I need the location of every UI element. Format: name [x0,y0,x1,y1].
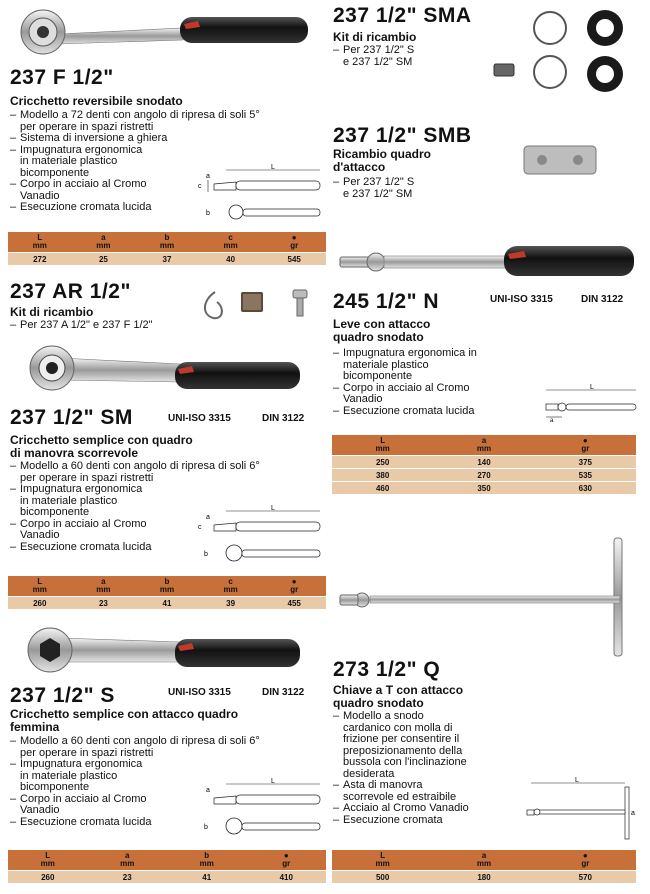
product-code-237smb: 237 1/2" SMB [333,124,472,147]
weight-icon: ● [291,577,297,586]
col-c: c mm [199,576,263,597]
table-row: 500 180 570 [332,871,636,884]
norm-uni-iso-237s: UNI-ISO 3315 [168,687,231,698]
ratchet-237s-image [20,622,310,678]
list-item: – Modello a 60 denti con angolo di ripresa di soli 6° per operare in spazi ristretti [10,461,330,484]
table-row: 260 23 41 410 [8,871,326,884]
norm-din-237sm: DIN 3122 [262,413,305,424]
list-item: – Corpo in acciaio al Cromo Vanadio [10,179,330,202]
bullet-list-273 [333,711,533,826]
product-subtitle-237sma: Kit di ricambio [333,30,417,44]
product-code-237sma: 237 1/2" SMA [333,4,472,27]
col-L: L mm [8,576,72,597]
product-code-237sm: 237 1/2" SM [10,406,133,429]
norm-din-237s: DIN 3122 [262,687,305,698]
table-row: 380 270 535 [332,469,636,482]
list-item: – Per 237 1/2" S e 237 1/2" SM [333,177,483,200]
list-item: – Corpo in acciaio al Cromo Vanadio [10,794,330,817]
svg-text:b: b [206,210,210,217]
ratchet-237f-image [8,4,318,64]
svg-text:a: a [631,810,635,817]
svg-text:L: L [271,505,275,512]
table-row: 272 25 37 40 545 [8,253,326,266]
list-item: – Impugnatura ergonomica in materiale plastico bicomponente [10,484,330,519]
product-code-237ar: 237 AR 1/2" [10,280,131,303]
svg-text:a: a [206,514,210,521]
list-item: – Modello a 72 denti con angolo di ripresa di soli 5° per operare in spazi ristretti [10,110,330,133]
list-item: – Sistema di inversione a ghiera [10,133,330,145]
norm-din-245: DIN 3122 [581,294,624,305]
svg-text:a: a [206,173,210,180]
product-code-273: 273 1/2" Q [333,658,441,681]
weight-icon: ● [291,233,297,242]
spare-part-237smb-image [518,140,602,180]
lever-245-image [334,240,638,286]
product-subtitle-237s: Cricchetto semplice con attacco quadro femmina [10,707,239,734]
norm-uni-iso-245: UNI-ISO 3315 [490,294,553,305]
list-item: – Esecuzione cromata [333,815,533,827]
product-code-237s: 237 1/2" S [10,684,115,707]
svg-text:L: L [575,777,579,784]
table-row: 250 140 375 [332,456,636,469]
col-L: L mm [332,850,433,871]
product-subtitle-237sm: Cricchetto semplice con quadro di manovra scorrevole [10,433,193,460]
weight-icon: ● [283,851,289,860]
list-item: – Per 237 1/2" S e 237 1/2" SM [333,45,483,68]
svg-text:a: a [550,418,554,422]
list-item: – Esecuzione cromata lucida [333,406,633,418]
product-code-245: 245 1/2" N [333,290,440,313]
svg-text:b: b [204,824,208,831]
col-L: L mm [8,850,88,871]
list-item: – Acciaio al Cromo Vanadio [333,803,533,815]
svg-text:c: c [198,524,202,531]
col-a: a mm [72,576,136,597]
table-row: 460 350 630 [332,482,636,495]
product-subtitle-237smb: Ricambio quadro d'attacco [333,147,432,174]
col-b: b mm [167,850,247,871]
weight-icon: ● [582,436,588,445]
list-item: – Esecuzione cromata lucida [10,817,330,829]
weight-icon: ● [582,851,588,860]
col-gr: ● gr [262,232,326,253]
dimension-drawing-237f [196,162,324,224]
list-item: – Per 237 A 1/2" e 237 F 1/2" [10,320,210,332]
col-gr: ● gr [535,850,636,871]
col-c: c mm [199,232,263,253]
list-item: – Corpo in acciaio al Cromo Vanadio [333,383,633,406]
list-item: – Impugnatura ergonomica in materiale plastico bicomponente [10,145,330,180]
list-item: – Modello a 60 denti con angolo di ripresa di soli 6° per operare in spazi ristretti [10,736,330,759]
bullet-list-237sma [333,45,483,68]
svg-text:L: L [590,384,594,391]
spec-table-237s [8,850,326,883]
col-gr: ● gr [535,435,636,456]
list-item: – Impugnatura ergonomica in materiale plastico bicomponente [10,759,330,794]
list-item: – Modello a snodo cardanico con molla di frizione per consentire il preposizionamento della bussola con l'inclinazione desiderata [333,711,533,780]
col-b: b mm [135,576,199,597]
spec-table-245 [332,435,636,494]
col-L: L mm [8,232,72,253]
col-a: a mm [72,232,136,253]
dimension-drawing-245 [540,382,640,422]
dimension-drawing-237sm [196,505,324,567]
product-subtitle-273: Chiave a T con attacco quadro snodato [333,683,464,710]
col-gr: ● gr [247,850,327,871]
spec-table-273 [332,850,636,883]
svg-text:L: L [271,164,275,171]
spare-kit-237ar-image [195,284,315,326]
dimension-drawing-273 [525,775,637,841]
product-subtitle-237f: Cricchetto reversibile snodato [10,94,183,108]
list-item: – Esecuzione cromata lucida [10,542,330,554]
ratchet-237sm-image [20,340,310,396]
spec-table-237sm [8,576,326,609]
col-a: a mm [433,435,534,456]
spec-table-237f [8,232,326,265]
svg-text:b: b [204,551,208,558]
product-code-237f: 237 F 1/2" [10,66,114,89]
list-item: – Corpo in acciaio al Cromo Vanadio [10,519,330,542]
list-item: – Impugnatura ergonomica in materiale plastico bicomponente [333,348,633,383]
norm-uni-iso-237sm: UNI-ISO 3315 [168,413,231,424]
bullet-list-237ar [10,320,210,332]
svg-text:L: L [271,778,275,785]
product-subtitle-237ar: Kit di ricambio [10,305,94,319]
col-a: a mm [88,850,168,871]
t-handle-273-image [334,534,638,660]
list-item: – Esecuzione cromata lucida [10,202,330,214]
svg-text:a: a [206,787,210,794]
bullet-list-237smb [333,177,483,200]
spare-kit-237sma-image [488,6,633,98]
col-b: b mm [135,232,199,253]
col-L: L mm [332,435,433,456]
product-subtitle-245: Leve con attacco quadro snodato [333,317,431,344]
table-row: 260 23 41 39 455 [8,597,326,610]
col-gr: ● gr [262,576,326,597]
col-a: a mm [433,850,534,871]
svg-text:c: c [198,183,202,190]
list-item: – Asta di manovra scorrevole ed estraibile [333,780,533,803]
dimension-drawing-237s [196,778,324,840]
